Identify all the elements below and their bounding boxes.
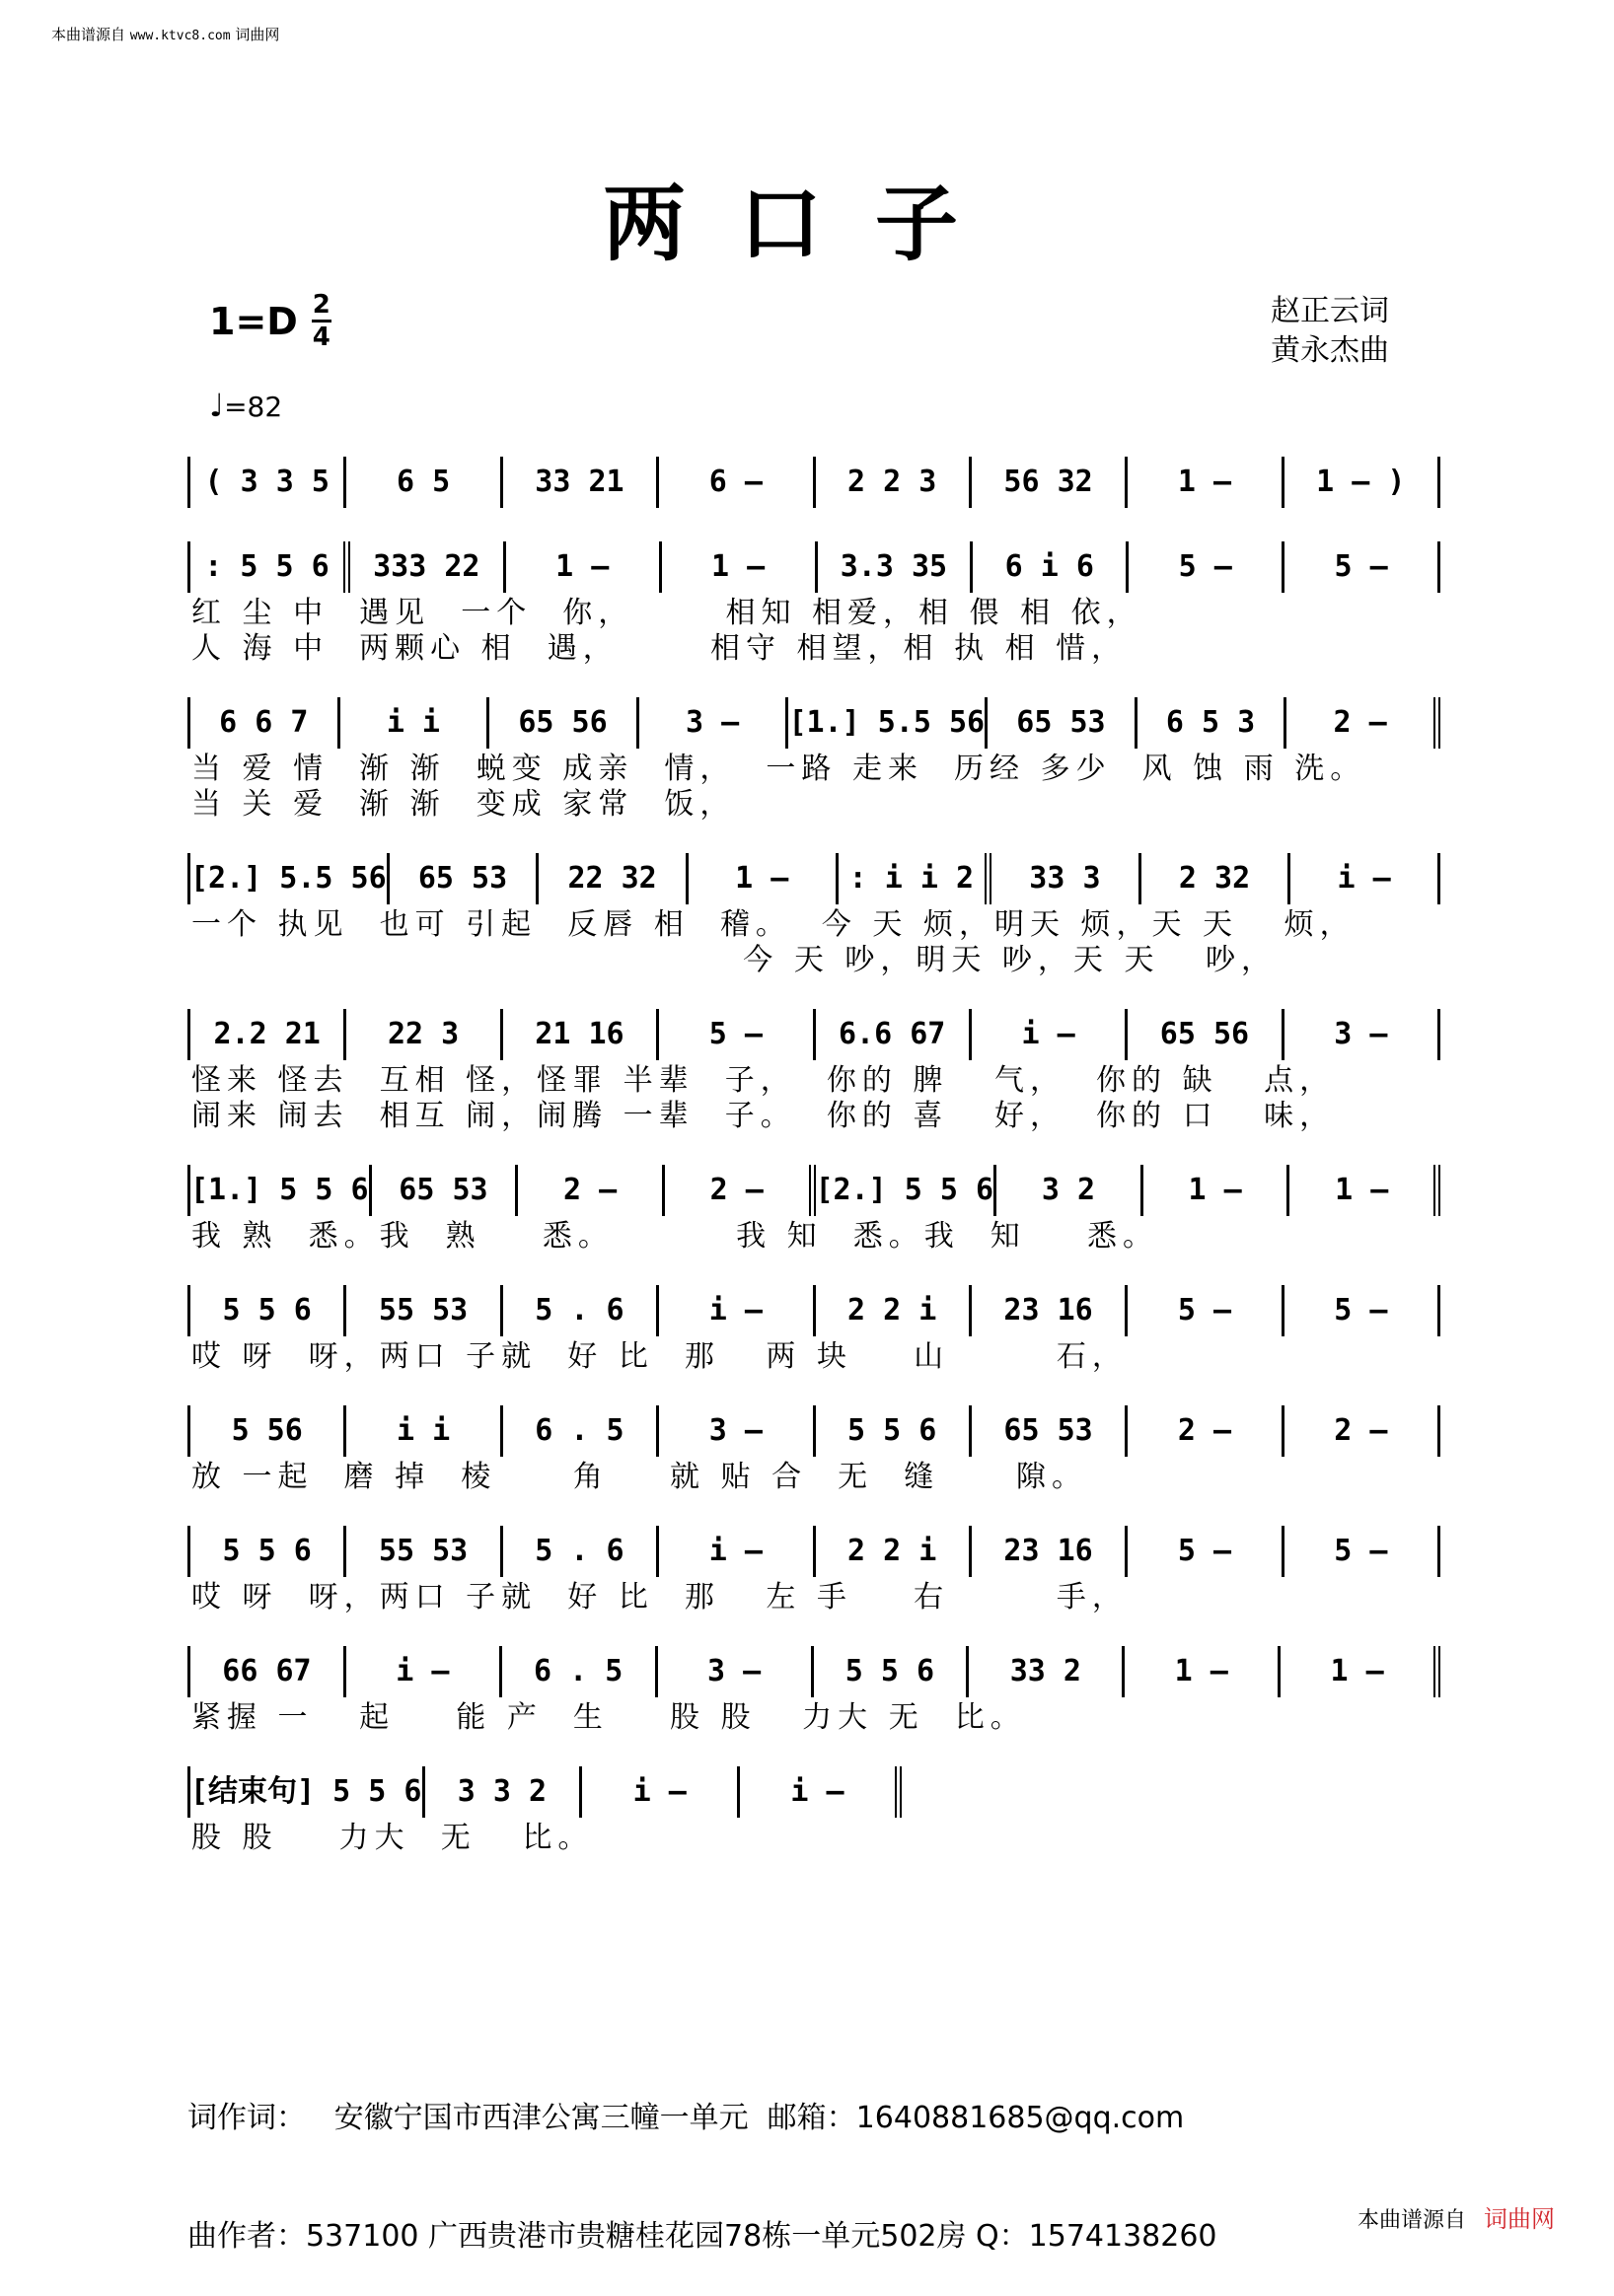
measure-row xyxy=(187,1282,1440,1339)
measure: 65 56 xyxy=(489,697,639,749)
measure: 23 16 xyxy=(972,1526,1128,1577)
tempo-marking xyxy=(209,387,282,424)
measure: [2.] 5.5 56 xyxy=(187,853,390,904)
notation-system xyxy=(187,1162,1440,1255)
time-bottom: 4 xyxy=(312,323,330,352)
lyricist-contact: 词作词： 安徽宁国市西津公寓三幢一单元 邮箱：1640881685@qq.com xyxy=(187,2101,1185,2135)
measure: 2 – xyxy=(1128,1405,1284,1457)
key-label: 1=D xyxy=(209,299,298,343)
measure: 1 – xyxy=(1125,1646,1281,1697)
lyric-line: 紧握 一 起 能 产 生 股 股 力大 无 比。 xyxy=(191,1700,1026,1735)
measure: 5 5 6 xyxy=(187,1526,346,1577)
source-site: 词曲网 xyxy=(235,26,280,43)
measure: 1 – xyxy=(689,853,839,904)
measure: 5 – xyxy=(1129,541,1284,593)
measure-row xyxy=(187,454,1440,511)
lyric-line: 我 熟 悉。我 熟 悉。 我 知 悉。我 知 悉。 xyxy=(191,1219,1158,1254)
measure: 5 5 6 xyxy=(187,1285,346,1336)
measure: 5 5 6 xyxy=(816,1405,972,1457)
measure: 1 – xyxy=(1143,1165,1290,1216)
notation-system xyxy=(187,1006,1440,1134)
measure: : 5 5 6 xyxy=(187,541,350,593)
measure: 56 32 xyxy=(972,457,1128,508)
measure: i – xyxy=(659,1285,815,1336)
source-url[interactable]: www.ktvc8.com xyxy=(129,29,231,43)
measure: 6.6 67 xyxy=(816,1009,972,1060)
notation-system xyxy=(187,850,1440,978)
measure: 33 21 xyxy=(503,457,659,508)
lyric-line: 一个 执见 也可 引起 反唇 相 稽。 今 天 烦，明天 烦，天 天 烦， xyxy=(191,907,1356,942)
lyric-line: 今 天 吵，明天 吵，天 天 吵， xyxy=(191,943,1278,977)
credits xyxy=(1271,292,1389,371)
measure: 2 – xyxy=(1284,1405,1440,1457)
measure: 33 2 xyxy=(969,1646,1125,1697)
lyric-line: 人 海 中 两颗心 相 遇， 相守 相望，相 执 相 惜， xyxy=(191,631,1128,666)
source-label: 本曲谱源自 xyxy=(51,26,126,43)
footer-brand[interactable]: 词曲网 xyxy=(1484,2205,1555,2233)
measure: i – xyxy=(346,1646,502,1697)
composer-contact: 曲作者：537100 广西贵港市贵糖桂花园78栋一单元502房 Q：1574138260 xyxy=(187,2219,1217,2254)
measure: 2 – xyxy=(518,1165,665,1216)
measure-row xyxy=(187,1402,1440,1460)
measure: 1 – xyxy=(1281,1646,1440,1697)
composer: 黄永杰曲 xyxy=(1271,333,1389,368)
notation-system xyxy=(187,454,1440,511)
measure: 66 67 xyxy=(187,1646,346,1697)
measure-row xyxy=(187,694,1440,752)
measure: i – xyxy=(972,1009,1128,1060)
measure: 5 – xyxy=(659,1009,815,1060)
lyric-line: 当 关 爱 渐 渐 变成 家常 饭， xyxy=(191,787,736,822)
lyric-line: 放 一起 磨 掉 棱 角 就 贴 合 无 缝 隙。 xyxy=(191,1460,1087,1494)
footer xyxy=(1357,2199,1555,2234)
key-signature xyxy=(209,292,331,350)
measure: 2 – xyxy=(665,1165,816,1216)
measure: [1.] 5.5 56 xyxy=(788,697,988,749)
measure: : i i 2 xyxy=(839,853,992,904)
notation-system xyxy=(187,1282,1440,1375)
lyric-line: 哎 呀 呀，两口 子就 好 比 那 两 块 山 石， xyxy=(191,1339,1128,1374)
measure: 5 5 6 xyxy=(814,1646,970,1697)
measure: 22 32 xyxy=(539,853,689,904)
measure: 5 – xyxy=(1128,1526,1284,1577)
right-watermark-strip xyxy=(1600,39,1612,2224)
time-top: 2 xyxy=(312,290,330,320)
measure: 5 – xyxy=(1128,1285,1284,1336)
measure: 3 – xyxy=(658,1646,814,1697)
footer-label: 本曲谱源自 xyxy=(1357,2208,1466,2233)
measure: 5 . 6 xyxy=(503,1285,659,1336)
measure-row xyxy=(187,1162,1440,1219)
measure: 3 3 2 xyxy=(425,1766,583,1818)
notation-system xyxy=(187,1763,1440,1856)
measure: 5 56 xyxy=(187,1405,346,1457)
measure: 1 – xyxy=(1128,457,1284,508)
measure: i i xyxy=(340,697,490,749)
measure: 6 5 xyxy=(346,457,502,508)
lyric-line: 怪来 怪去 互相 怪，怪罪 半辈 子， 你的 脾 气， 你的 缺 点， xyxy=(191,1063,1336,1098)
measure: i – xyxy=(740,1766,902,1818)
measure: [2.] 5 5 6 xyxy=(816,1165,997,1216)
measure: 2.2 21 xyxy=(187,1009,346,1060)
song-title: 两口子 xyxy=(602,176,1011,272)
notation-system xyxy=(187,694,1440,823)
measure: 6 . 5 xyxy=(502,1646,658,1697)
measure: 65 56 xyxy=(1128,1009,1284,1060)
measure: 5 – xyxy=(1284,1526,1440,1577)
measure: 55 53 xyxy=(346,1526,502,1577)
measure: 5 – xyxy=(1284,1285,1440,1336)
measure-row xyxy=(187,850,1440,907)
measure: 6 i 6 xyxy=(973,541,1129,593)
lyric-line: 红 尘 中 遇见 一个 你， 相知 相爱，相 偎 相 依， xyxy=(191,596,1142,630)
measure: 65 53 xyxy=(988,697,1137,749)
notation-system xyxy=(187,1643,1440,1736)
lyric-line: 哎 呀 呀，两口 子就 好 比 那 左 手 右 手， xyxy=(191,1580,1128,1614)
measure: i – xyxy=(1290,853,1440,904)
measure: 2 2 i xyxy=(816,1526,972,1577)
measure-row xyxy=(187,1643,1440,1700)
notation-system xyxy=(187,1523,1440,1615)
measure: 3.3 35 xyxy=(818,541,974,593)
measure: 6 6 7 xyxy=(187,697,340,749)
contacts xyxy=(187,2020,1217,2296)
measure: 3 – xyxy=(659,1405,815,1457)
measure: 333 22 xyxy=(350,541,506,593)
measure: 22 3 xyxy=(346,1009,502,1060)
measure: 23 16 xyxy=(972,1285,1128,1336)
measure: 1 – xyxy=(506,541,662,593)
lyric-line: 股 股 力大 无 比。 xyxy=(191,1821,594,1855)
left-watermark-strip xyxy=(2,39,14,2224)
measure: i – xyxy=(582,1766,740,1818)
measure-row xyxy=(187,1006,1440,1063)
notation-system xyxy=(187,538,1440,667)
lyric-line: 闹来 闹去 相互 闹，闹腾 一辈 子。 你的 喜 好， 你的 口 味， xyxy=(191,1099,1336,1133)
lyric-line: 当 爱 情 渐 渐 蜕变 成亲 情， 一路 走来 历经 多少 风 蚀 雨 洗。 xyxy=(191,752,1366,786)
measure: i i xyxy=(346,1405,502,1457)
measure: 2 – xyxy=(1286,697,1440,749)
measure-row xyxy=(187,1763,902,1821)
measure: ( 3 3 5 xyxy=(187,457,346,508)
measure: 6 5 3 xyxy=(1137,697,1287,749)
measure: 3 – xyxy=(1284,1009,1440,1060)
measure: [1.] 5 5 6 xyxy=(187,1165,372,1216)
measure: [结束句] 5 5 6 xyxy=(187,1766,425,1818)
measure: 2 2 i xyxy=(816,1285,972,1336)
measure: 21 16 xyxy=(503,1009,659,1060)
measure: 2 32 xyxy=(1141,853,1291,904)
measure: 3 2 xyxy=(996,1165,1143,1216)
tempo-value: =82 xyxy=(224,391,283,423)
lyricist: 赵正云词 xyxy=(1271,294,1389,328)
time-signature xyxy=(312,292,331,350)
measure: 33 3 xyxy=(991,853,1141,904)
measure: 65 53 xyxy=(390,853,540,904)
measure: 55 53 xyxy=(346,1285,502,1336)
measure: 5 – xyxy=(1284,541,1440,593)
measure: 65 53 xyxy=(372,1165,519,1216)
score xyxy=(187,454,1440,1884)
measure: 1 – ) xyxy=(1284,457,1440,508)
measure: 65 53 xyxy=(972,1405,1128,1457)
measure: i – xyxy=(659,1526,815,1577)
source-banner xyxy=(51,24,279,44)
measure: 1 – xyxy=(662,541,818,593)
measure: 3 – xyxy=(639,697,789,749)
measure-row xyxy=(187,538,1440,596)
measure: 1 – xyxy=(1289,1165,1440,1216)
notation-system xyxy=(187,1402,1440,1495)
measure: 6 – xyxy=(659,457,815,508)
measure: 2 2 3 xyxy=(816,457,972,508)
measure: 6 . 5 xyxy=(503,1405,659,1457)
quarter-note-icon: ♩ xyxy=(209,387,225,424)
measure: 5 . 6 xyxy=(503,1526,659,1577)
measure-row xyxy=(187,1523,1440,1580)
